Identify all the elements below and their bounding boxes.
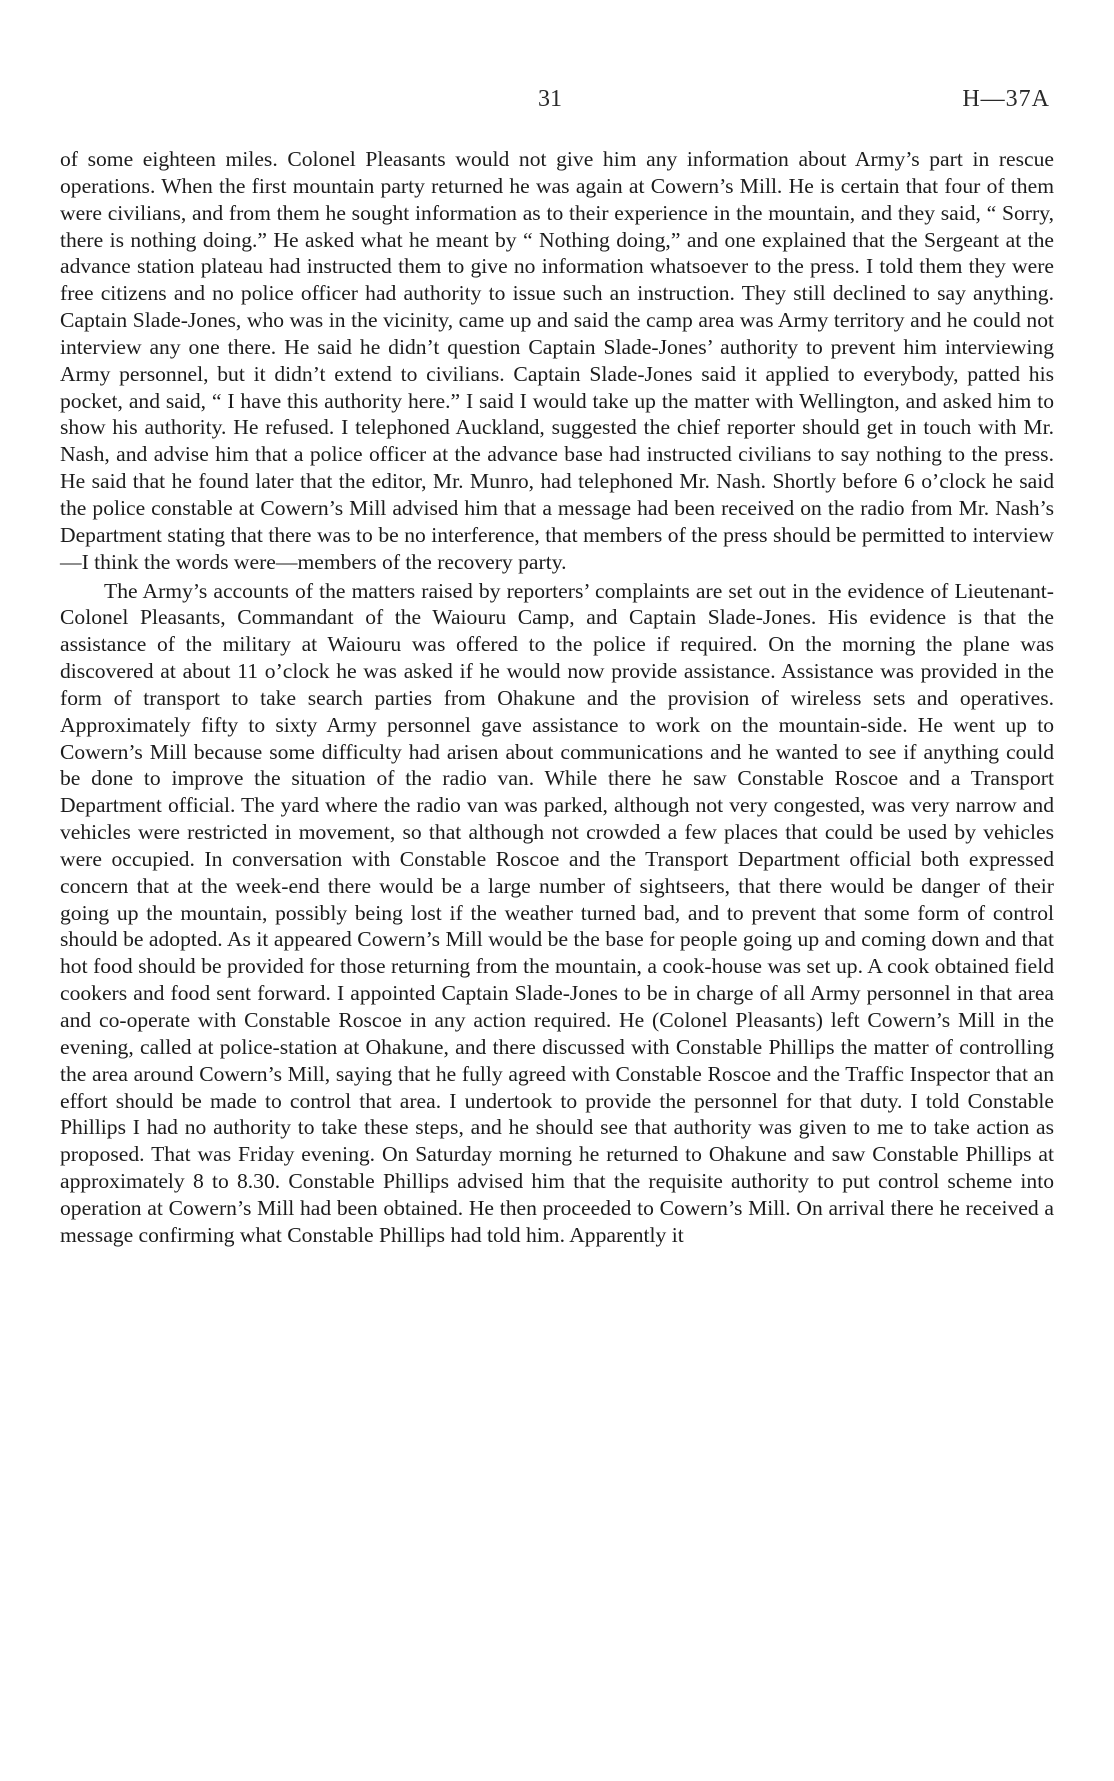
page-number: 31 xyxy=(538,86,562,112)
paragraph-continuation: of some eighteen miles. Colonel Pleasants would not give him any information about Army’s part in rescue operations. When the first mountain party returned he was again at Cowern’s Mill. He is certain that four of them were civilians, and from them he sought information as to their experience in the mountain, and they said, “ Sorry, there is nothing doing.” He asked what he meant by “ Nothing doing,” and one explained that the Sergeant at the advance station plateau had instructed them to give no information whatsoever to the press. I told them they were free citizens and no police officer had authority to issue such an instruction. They still declined to say anything. Captain Slade-Jones, who was in the vicinity, came up and said the camp area was Army territory and he could not interview any one there. He said he didn’t question Captain Slade-Jones’ authority to prevent him interviewing Army personnel, but it didn’t extend to civilians. Captain Slade-Jones said it applied to everybody, patted his pocket, and said, “ I have this authority here.” I said I would take up the matter with Wellington, and asked him to show his authority. He refused. I telephoned Auckland, suggested the chief reporter should get in touch with Mr. Nash, and advise him that a police officer at the advance base had instructed civilians to say nothing to the press. He said that he found later that the editor, Mr. Munro, had telephoned Mr. Nash. Shortly before 6 o’clock he said the police constable at Cowern’s Mill advised him that a message had been received on the radio from Mr. Nash’s Department stating that there was to be no interference, that members of the press should be permitted to interview—I think the words were—members of the recovery party. xyxy=(60,147,1054,574)
body-text xyxy=(60,146,1054,1249)
paragraph-army-accounts: The Army’s accounts of the matters raised by reporters’ complaints are set out in the evidence of Lieutenant-Colonel Pleasants, Commandant of the Waiouru Camp, and Captain Slade-Jones. His evidence is that the assistance of the military at Waiouru was offered to the police if required. On the morning the plane was discovered at about 11 o’clock he was asked if he would now provide assistance. Assistance was provided in the form of transport to take search parties from Ohakune and the provision of wireless sets and operatives. Approximately fifty to sixty Army personnel gave assistance to work on the mountain-side. He went up to Cowern’s Mill because some difficulty had arisen about communications and he wanted to see if anything could be done to improve the situation of the radio van. While there he saw Constable Roscoe and a Transport Department official. The yard where the radio van was parked, although not very congested, was very narrow and vehicles were restricted in movement, so that although not crowded a few places that could be used by vehicles were occupied. In conversation with Constable Roscoe and the Transport Department official both expressed concern that at the week-end there would be a large number of sightseers, that there would be danger of their going up the mountain, possibly being lost if the weather turned bad, and to prevent that some form of control should be adopted. As it appeared Cowern’s Mill would be the base for people going up and coming down and that hot food should be provided for those returning from the mountain, a cook-house was set up. A cook obtained field cookers and food sent forward. I appointed Captain Slade-Jones to be in charge of all Army personnel in that area and co-operate with Constable Roscoe in any action required. He (Colonel Pleasants) left Cowern’s Mill in the evening, called at police-station at Ohakune, and there discussed with Constable Phillips the matter of controlling the area around Cowern’s Mill, saying that he fully agreed with Constable Roscoe and the Traffic Inspector that an effort should be made to control that area. I undertook to provide the personnel for that duty. I told Constable Phillips I had no authority to take these steps, and he should see that authority was given to me to take action as proposed. That was Friday evening. On Saturday morning he returned to Ohakune and saw Constable Phillips at approximately 8 to 8.30. Constable Phillips advised him that the requisite authority to put control scheme into operation at Cowern’s Mill had been obtained. He then proceeded to Cowern’s Mill. On arrival there he received a message confirming what Constable Phillips had told him. Apparently it xyxy=(60,578,1054,1247)
document-reference: H—37A xyxy=(962,86,1050,112)
